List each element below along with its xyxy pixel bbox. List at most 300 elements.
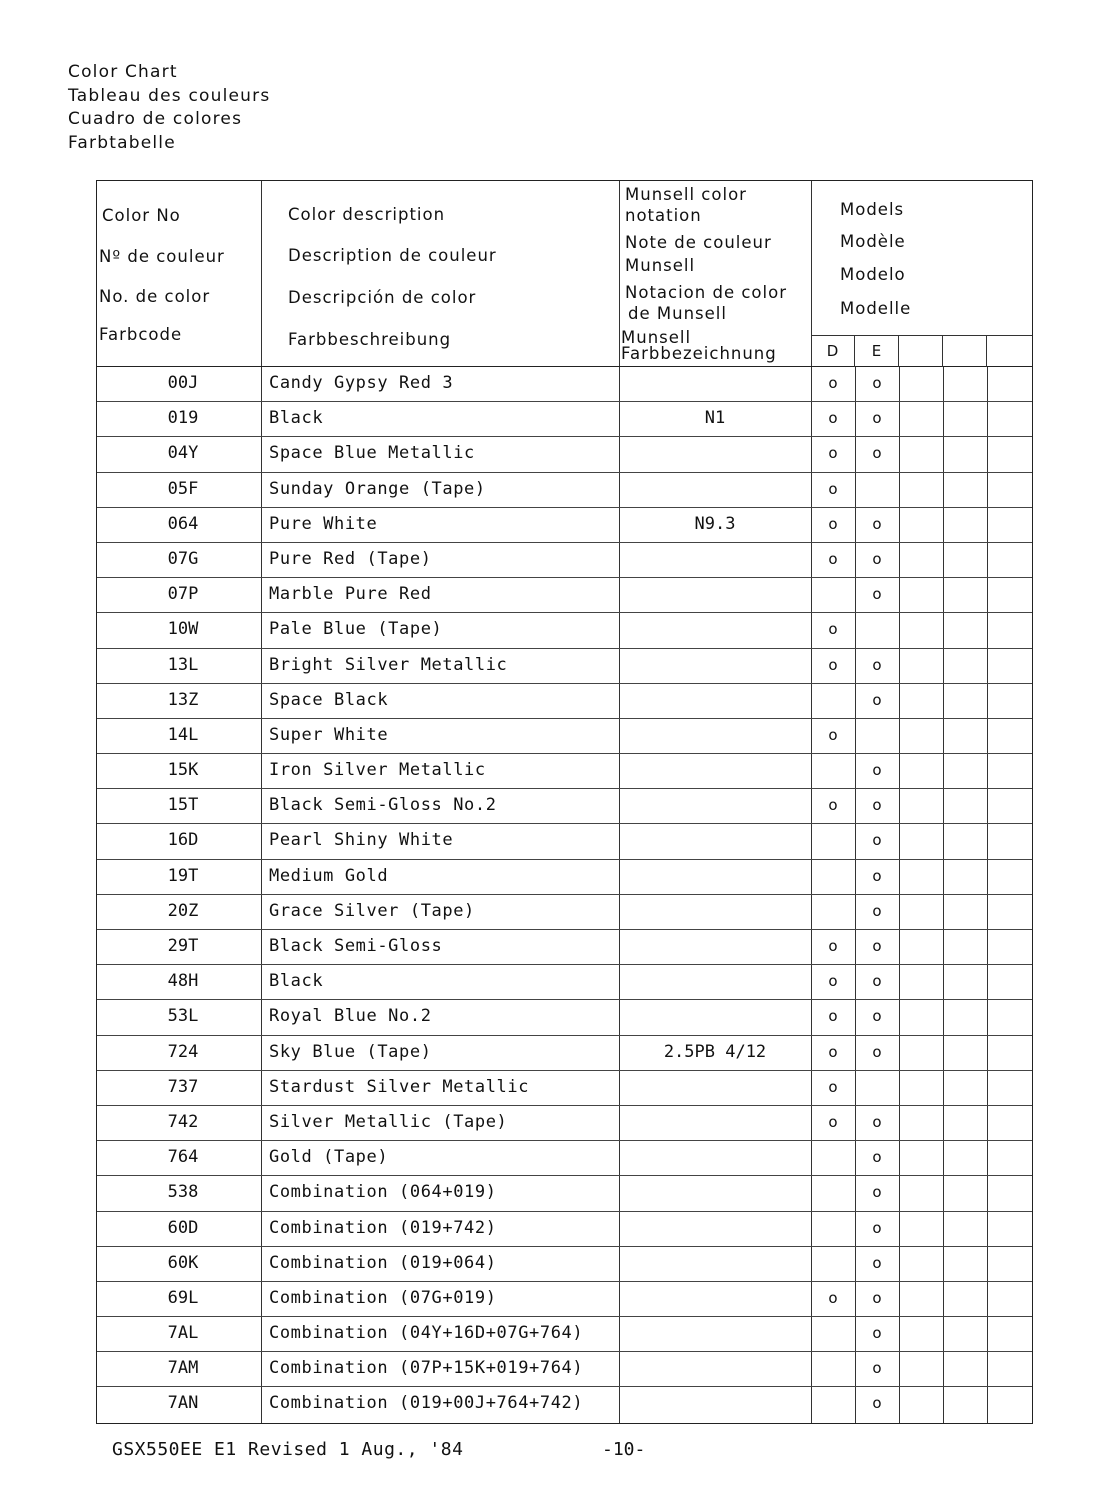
model-column-e: E [855, 336, 899, 367]
table-row [97, 1071, 1032, 1106]
model-empty-cell [987, 684, 1032, 718]
color-description: Sunday Orange (Tape) [269, 478, 486, 499]
color-description: Marble Pure Red [269, 584, 432, 605]
model-d-mark [811, 895, 855, 929]
table-row [97, 789, 1032, 824]
model-d-mark [811, 1317, 855, 1351]
model-d-mark [811, 1141, 855, 1175]
model-e-mark: o [872, 549, 882, 568]
model-empty-cell [943, 930, 987, 964]
model-empty-cell [943, 1317, 987, 1351]
model-empty-cell [943, 508, 987, 542]
model-d-mark: o [828, 796, 838, 815]
table-row [97, 613, 1032, 648]
table-row [97, 367, 1032, 402]
model-empty-cell [943, 824, 987, 858]
model-empty-cell [899, 1352, 943, 1386]
table-row [97, 719, 1032, 754]
model-empty-cell [943, 719, 987, 753]
color-code: 07P [167, 584, 199, 605]
munsell-notation [619, 613, 811, 647]
model-empty-cell [987, 578, 1032, 612]
model-empty-cell [943, 1071, 987, 1105]
color-description: Stardust Silver Metallic [269, 1076, 530, 1097]
model-empty-cell [899, 1317, 943, 1351]
model-e-mark: o [872, 761, 882, 780]
color-description: Royal Blue No.2 [269, 1006, 432, 1027]
color-code: 13Z [167, 689, 199, 710]
color-description: Black [269, 971, 324, 992]
model-e-mark: o [872, 1288, 882, 1307]
model-d-mark [811, 824, 855, 858]
model-empty-cell [899, 402, 943, 436]
model-empty-cell [943, 543, 987, 577]
color-code: 7AM [167, 1358, 199, 1379]
model-empty-cell [899, 1141, 943, 1175]
color-code: 60D [167, 1217, 199, 1238]
munsell-notation [619, 543, 811, 577]
color-code: 7AN [167, 1393, 199, 1414]
munsell-notation [619, 1247, 811, 1281]
page-titles [68, 61, 270, 155]
model-empty-cell [943, 649, 987, 683]
title-en: Color Chart [68, 62, 178, 82]
color-code: 064 [167, 513, 199, 534]
table-row [97, 1247, 1032, 1282]
model-e-mark: o [872, 1148, 882, 1167]
munsell-notation [619, 789, 811, 823]
model-empty-cell [943, 1176, 987, 1210]
table-row [97, 1352, 1032, 1387]
model-e-mark: o [872, 690, 882, 709]
munsell-notation: N9.3 [694, 513, 736, 534]
model-empty-cell [899, 578, 943, 612]
color-code: 15K [167, 760, 199, 781]
model-e-mark: o [872, 1042, 882, 1061]
color-code: 764 [167, 1147, 199, 1168]
color-description: Combination (019+064) [269, 1252, 497, 1273]
color-code: 48H [167, 971, 199, 992]
model-d-mark: o [828, 409, 838, 428]
model-empty-cell [899, 754, 943, 788]
color-code: 19T [167, 865, 199, 886]
header-code-fr: Nº de couleur [99, 247, 225, 266]
header-munsell-6: de Munsell [628, 304, 727, 323]
munsell-notation [619, 1141, 811, 1175]
model-d-mark: o [828, 374, 838, 392]
model-empty-cell [899, 1247, 943, 1281]
model-empty-cell [899, 965, 943, 999]
header-munsell-2: notation [625, 206, 702, 225]
table-row [97, 473, 1032, 508]
model-d-mark [811, 578, 855, 612]
color-description: Combination (07G+019) [269, 1287, 497, 1308]
model-d-mark [811, 860, 855, 894]
color-code: 7AL [167, 1323, 199, 1344]
model-empty-cell [899, 719, 943, 753]
model-empty-cell [943, 684, 987, 718]
munsell-notation: N1 [704, 408, 726, 429]
header-munsell-3: Note de couleur [625, 233, 772, 252]
model-empty-cell [987, 613, 1032, 647]
munsell-notation [619, 1106, 811, 1140]
color-description: Candy Gypsy Red 3 [269, 373, 454, 393]
model-e-mark: o [872, 796, 882, 815]
color-code: 724 [167, 1041, 199, 1062]
model-d-mark: o [828, 620, 838, 639]
color-description: Space Blue Metallic [269, 443, 475, 464]
model-d-mark: o [828, 937, 838, 955]
model-empty-cell [987, 895, 1032, 929]
header-description-en: Color description [288, 205, 446, 224]
model-d-mark: o [828, 1042, 838, 1061]
model-empty-cell [899, 1071, 943, 1105]
color-code: 742 [167, 1111, 199, 1132]
model-d-mark: o [828, 655, 838, 674]
model-e-mark: o [872, 655, 882, 674]
model-empty-cell [943, 437, 987, 471]
model-d-mark: o [828, 514, 838, 533]
model-empty-cell [899, 824, 943, 858]
model-empty-cell [987, 473, 1032, 507]
model-e-mark: o [872, 409, 882, 428]
table-row [97, 1036, 1032, 1071]
color-code: 04Y [167, 443, 199, 464]
color-description: Silver Metallic (Tape) [269, 1111, 508, 1132]
model-e-mark [855, 473, 899, 507]
model-empty-cell [987, 930, 1032, 964]
model-empty-cell [943, 965, 987, 999]
model-empty-cell [943, 367, 987, 401]
color-code: 05F [167, 478, 199, 499]
title-es: Cuadro de colores [68, 109, 243, 129]
color-code: 16D [167, 830, 199, 851]
model-e-mark: o [872, 901, 882, 920]
header-models-en: Models [840, 200, 905, 219]
model-d-mark [811, 754, 855, 788]
model-empty-cell [987, 1176, 1032, 1210]
munsell-notation [619, 1176, 811, 1210]
header-models-fr: Modèle [840, 232, 906, 251]
table-row [97, 930, 1032, 965]
model-empty-cell [987, 508, 1032, 542]
color-code: 15T [167, 795, 199, 816]
model-empty-cell [987, 1000, 1032, 1034]
table-row [97, 1141, 1032, 1176]
model-empty-cell [987, 965, 1032, 999]
model-empty-cell [987, 824, 1032, 858]
color-code: 69L [167, 1287, 199, 1308]
table-row [97, 1212, 1032, 1247]
model-d-mark: o [828, 1288, 838, 1307]
page-number: -10- [602, 1439, 646, 1460]
table-row [97, 1282, 1032, 1317]
title-de: Farbtabelle [68, 132, 176, 153]
footer-model-revision: GSX550EE E1 Revised 1 Aug., '84 [112, 1439, 464, 1460]
header-munsell-7: Munsell [621, 328, 692, 347]
model-d-mark: o [828, 725, 838, 744]
model-empty-cell [899, 473, 943, 507]
model-empty-cell [899, 1212, 943, 1246]
table-row [97, 684, 1032, 719]
model-empty-cell [987, 719, 1032, 753]
model-empty-cell [987, 754, 1032, 788]
munsell-notation [619, 824, 811, 858]
model-d-mark: o [828, 444, 838, 463]
munsell-notation [619, 1212, 811, 1246]
color-description: Gold (Tape) [269, 1147, 389, 1168]
model-d-mark [811, 1352, 855, 1386]
table-row [97, 1176, 1032, 1211]
model-empty-cell [987, 1071, 1032, 1105]
color-code: 53L [167, 1006, 199, 1027]
color-description: Combination (07P+15K+019+764) [269, 1358, 584, 1379]
model-empty-cell [987, 1106, 1032, 1140]
munsell-notation [619, 1000, 811, 1034]
model-empty-cell [899, 1282, 943, 1316]
color-description: Combination (019+00J+764+742) [269, 1393, 584, 1414]
model-empty-cell [943, 1247, 987, 1281]
model-e-mark: o [872, 831, 882, 850]
model-e-mark: o [872, 1394, 882, 1413]
munsell-notation [619, 367, 811, 401]
table-row [97, 1000, 1032, 1035]
header-munsell-5: Notacion de color [625, 283, 787, 302]
table-row [97, 895, 1032, 930]
table-row [97, 1106, 1032, 1141]
munsell-notation [619, 895, 811, 929]
munsell-notation [619, 437, 811, 471]
table-header [97, 181, 1032, 367]
model-d-mark: o [828, 1077, 838, 1096]
color-code: 00J [167, 373, 199, 393]
model-e-mark: o [872, 1112, 882, 1131]
model-d-mark [811, 1247, 855, 1281]
model-d-mark: o [828, 549, 838, 568]
column-divider [261, 181, 262, 366]
munsell-notation [619, 754, 811, 788]
color-code: 29T [167, 936, 199, 956]
table-row [97, 1387, 1032, 1422]
header-description-de: Farbbeschreibung [288, 330, 452, 349]
model-empty-cell [899, 1036, 943, 1070]
model-d-mark: o [828, 479, 838, 498]
model-e-mark: o [872, 1007, 882, 1026]
header-models-es: Modelo [840, 265, 906, 284]
color-code: 13L [167, 654, 199, 675]
model-e-mark [855, 1071, 899, 1105]
table-row [97, 1317, 1032, 1352]
color-description: Combination (04Y+16D+07G+764) [269, 1323, 584, 1344]
model-empty-cell [943, 789, 987, 823]
model-empty-cell [899, 684, 943, 718]
model-empty-cell [987, 1282, 1032, 1316]
model-empty-cell [899, 860, 943, 894]
color-description: Bright Silver Metallic [269, 654, 508, 675]
model-empty-cell [987, 1036, 1032, 1070]
model-empty-cell [899, 649, 943, 683]
table-row [97, 824, 1032, 859]
model-empty-cell [987, 437, 1032, 471]
color-description: Pale Blue (Tape) [269, 619, 443, 640]
model-e-mark: o [872, 866, 882, 885]
munsell-notation [619, 860, 811, 894]
header-code-en: Color No [102, 206, 181, 225]
model-empty-cell [899, 543, 943, 577]
model-empty-cell [899, 437, 943, 471]
header-munsell-8: Farbbezeichnung [621, 344, 777, 363]
model-empty-cell [943, 860, 987, 894]
model-e-mark: o [872, 514, 882, 533]
munsell-notation [619, 719, 811, 753]
model-empty-cell [987, 1387, 1032, 1422]
color-description: Pearl Shiny White [269, 830, 454, 851]
model-d-mark [811, 1387, 855, 1422]
model-e-mark: o [872, 1183, 882, 1202]
color-description: Medium Gold [269, 865, 389, 886]
color-description: Black [269, 408, 324, 429]
model-empty-cell [899, 1000, 943, 1034]
model-empty-cell [987, 649, 1032, 683]
table-row [97, 437, 1032, 472]
model-empty-cell [987, 1212, 1032, 1246]
model-empty-cell [899, 1176, 943, 1210]
munsell-notation [619, 1071, 811, 1105]
model-column-5 [987, 336, 1032, 367]
color-code: 20Z [167, 900, 199, 921]
model-empty-cell [943, 473, 987, 507]
table-row [97, 508, 1032, 543]
header-munsell-4: Munsell [625, 256, 696, 275]
model-column-3 [899, 336, 943, 367]
model-d-mark [811, 1212, 855, 1246]
model-empty-cell [943, 754, 987, 788]
munsell-notation [619, 649, 811, 683]
munsell-notation [619, 578, 811, 612]
model-empty-cell [899, 1387, 943, 1422]
model-e-mark: o [872, 444, 882, 463]
model-e-mark: o [872, 937, 882, 955]
model-empty-cell [899, 613, 943, 647]
munsell-notation [619, 473, 811, 507]
model-d-mark: o [828, 1007, 838, 1026]
header-models-de: Modelle [840, 299, 912, 318]
table-row [97, 860, 1032, 895]
model-e-mark: o [872, 1218, 882, 1237]
model-columns-header [811, 335, 1032, 367]
color-description: Sky Blue (Tape) [269, 1041, 432, 1062]
table-row [97, 402, 1032, 437]
model-empty-cell [987, 789, 1032, 823]
model-empty-cell [943, 613, 987, 647]
column-divider [619, 181, 620, 366]
model-e-mark: o [872, 374, 882, 392]
header-munsell-1: Munsell color [625, 185, 747, 204]
model-empty-cell [899, 1106, 943, 1140]
model-e-mark: o [872, 585, 882, 604]
color-description: Pure Red (Tape) [269, 548, 432, 569]
model-empty-cell [987, 860, 1032, 894]
color-description: Super White [269, 724, 389, 745]
model-empty-cell [899, 367, 943, 401]
color-code: 737 [167, 1076, 199, 1097]
color-code: 10W [167, 619, 199, 640]
munsell-notation [619, 684, 811, 718]
munsell-notation [619, 965, 811, 999]
model-e-mark: o [872, 972, 882, 991]
color-code: 07G [167, 548, 199, 569]
color-code: 538 [167, 1182, 199, 1203]
model-column-4 [943, 336, 987, 367]
model-e-mark: o [872, 1253, 882, 1272]
table-row [97, 965, 1032, 1000]
model-empty-cell [987, 367, 1032, 401]
model-d-mark [811, 684, 855, 718]
color-chart-table [96, 180, 1033, 1424]
model-empty-cell [943, 402, 987, 436]
color-code: 60K [167, 1252, 199, 1273]
model-empty-cell [943, 1387, 987, 1422]
munsell-notation [619, 1387, 811, 1422]
table-row [97, 649, 1032, 684]
color-code: 019 [167, 408, 199, 429]
model-empty-cell [987, 1247, 1032, 1281]
model-empty-cell [987, 543, 1032, 577]
color-description: Pure White [269, 513, 378, 534]
model-empty-cell [987, 402, 1032, 436]
model-empty-cell [943, 1352, 987, 1386]
model-empty-cell [899, 930, 943, 964]
color-description: Black Semi-Gloss [269, 936, 443, 956]
model-d-mark [811, 1176, 855, 1210]
model-empty-cell [943, 895, 987, 929]
model-e-mark [855, 613, 899, 647]
munsell-notation: 2.5PB 4/12 [663, 1041, 767, 1062]
model-empty-cell [943, 1282, 987, 1316]
header-description-es: Descripción de color [288, 288, 477, 307]
color-description: Combination (019+742) [269, 1217, 497, 1238]
model-e-mark: o [872, 1324, 882, 1343]
table-row [97, 578, 1032, 613]
model-empty-cell [899, 508, 943, 542]
model-empty-cell [899, 789, 943, 823]
color-description: Combination (064+019) [269, 1182, 497, 1203]
model-d-mark: o [828, 1112, 838, 1131]
munsell-notation [619, 930, 811, 964]
color-code: 14L [167, 724, 199, 745]
color-description: Space Black [269, 689, 389, 710]
table-row [97, 754, 1032, 789]
header-code-de: Farbcode [99, 325, 183, 344]
model-empty-cell [943, 1036, 987, 1070]
title-fr: Tableau des couleurs [68, 85, 271, 106]
header-code-es: No. de color [99, 287, 211, 306]
model-e-mark [855, 719, 899, 753]
color-description: Black Semi-Gloss No.2 [269, 795, 497, 816]
model-empty-cell [987, 1352, 1032, 1386]
model-empty-cell [943, 1141, 987, 1175]
munsell-notation [619, 1317, 811, 1351]
table-body [97, 367, 1032, 1423]
model-empty-cell [943, 1212, 987, 1246]
model-d-mark: o [828, 972, 838, 991]
model-empty-cell [987, 1317, 1032, 1351]
model-column-d: D [811, 336, 855, 367]
model-empty-cell [899, 895, 943, 929]
color-description: Iron Silver Metallic [269, 760, 486, 781]
color-description: Grace Silver (Tape) [269, 900, 475, 921]
munsell-notation [619, 1352, 811, 1386]
